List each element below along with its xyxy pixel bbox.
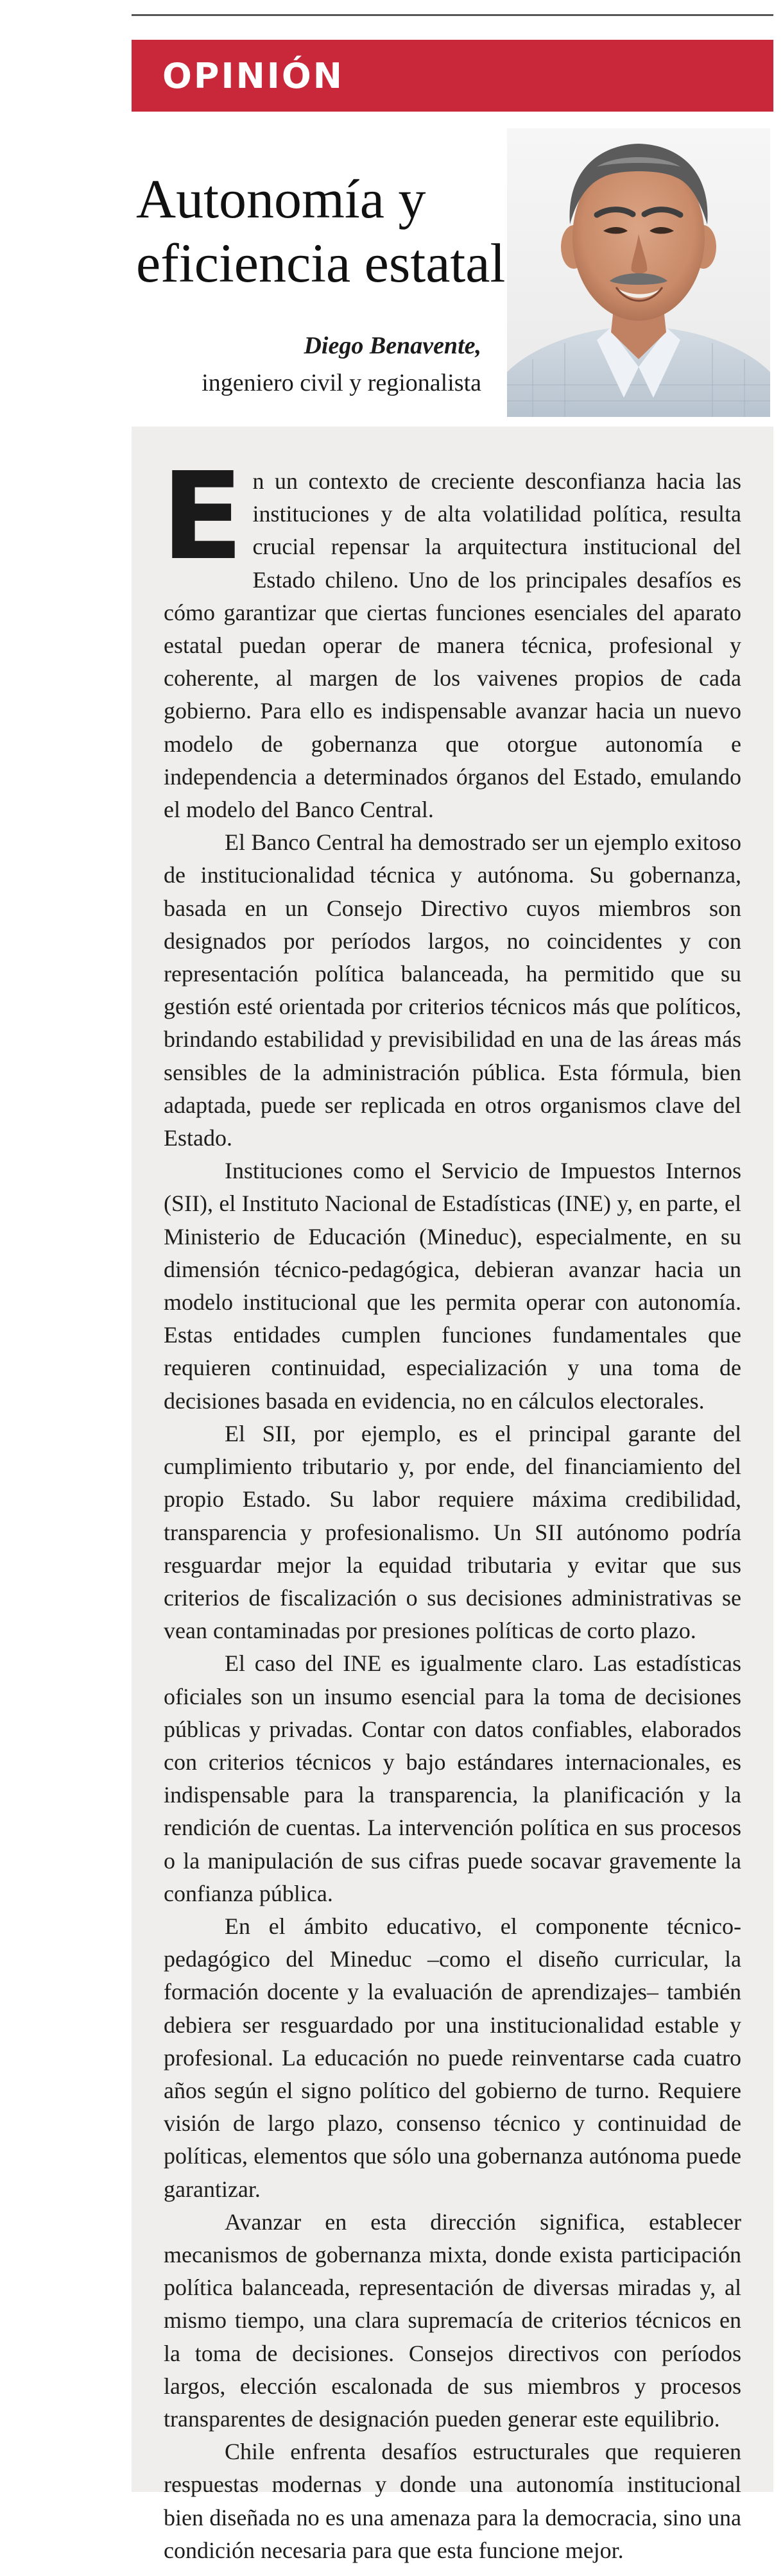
author-portrait-icon	[507, 128, 770, 417]
article-paragraph: El SII, por ejemplo, es el principal garante del cumplimiento tributario y, por ende, del financiamiento del propio Estado. Su labor requiere máxima credibilidad, transparencia y profesionalismo. Un SII autónomo podría resguardar mejor la equidad tributaria y evitar que sus criterios de fiscalización o sus decisiones administrativas se vean contaminadas por presiones políticas de corto plazo.	[164, 1420, 741, 1644]
author-photo	[507, 128, 770, 417]
article-paragraph: Avanzar en esta dirección significa, establecer mecanismos de gobernanza mixta, donde exista participación política balanceada, representación de diversas miradas y, al mismo tiempo, una clara supremacía de criterios técnicos en la toma de decisiones. Consejos directivos con períodos largos, elección escalonada de sus miembros y procesos transparentes de designación pueden generar este equilibrio.	[164, 2208, 741, 2432]
top-rule	[132, 14, 773, 16]
headline: Autonomía y eficiencia estatal	[136, 168, 506, 294]
article-paragraph: Chile enfrenta desafíos estructurales que requieren respuestas modernas y donde una autonomía institucional bien diseñada no es una amenaza para la democracia, sino una condición necesaria para que esta funcione mejor.	[164, 2439, 741, 2563]
article-paragraph: Instituciones como el Servicio de Impuestos Internos (SII), el Instituto Nacional de Estadísticas (INE) y, en parte, el Ministerio de Educación (Mineduc), especialmente, en su dimensión técnico-pedagógica, debieran avanzar hacia un modelo institucional que les permita operar con autonomía. Estas entidades cumplen funciones fundamentales que requieren continuidad, especialización y una toma de decisiones basada en evidencia, no en cálculos electorales.	[164, 1158, 741, 1414]
lead-text: n un contexto de creciente desconfianza hacia las instituciones y de alta volatilidad política, resulta crucial repensar la arquitectura institucional del Estado chileno. Uno de los principales desafíos es cómo garantizar que ciertas funciones esenciales del aparato estatal puedan operar de manera técnica, profesional y coherente, al margen de los vaivenes propios de cada gobierno. Para ello es indispensable avanzar hacia un nuevo modelo de gobernanza que otorgue autonomía e independencia a determinados órganos del Estado, emulando el modelo del Banco Central.	[164, 468, 741, 823]
author-role: ingeniero civil y regionalista	[202, 369, 481, 396]
article-paragraph: El Banco Central ha demostrado ser un ejemplo exitoso de institucionalidad técnica y autónoma. Su gobernanza, basada en un Consejo Directivo cuyos miembros son designados por períodos largos, no coincidentes y con representación política balanceada, ha permitido que su gestión esté orientada por criterios técnicos más que políticos, brindando estabilidad y previsibilidad en una de las áreas más sensibles de la administración pública. Esta fórmula, bien adaptada, puede ser replicada en otros organismos clave del Estado.	[164, 829, 741, 1151]
section-label: OPINIÓN	[162, 55, 344, 96]
section-banner	[132, 40, 773, 112]
drop-cap: E	[161, 446, 244, 587]
article-paragraph: El caso del INE es igualmente claro. Las estadísticas oficiales son un insumo esencial para la toma de decisiones públicas y privadas. Contar con datos confiables, elaborados con criterios técnicos y bajo estándares internacionales, es indispensable para la transparencia, la planificación y la rendición de cuentas. La intervención política en sus procesos o la manipulación de sus cifras puede socavar gravemente la confianza pública.	[164, 1650, 741, 1906]
author-name: Diego Benavente,	[304, 332, 481, 359]
byline	[202, 327, 481, 402]
article-paragraph	[161, 446, 741, 826]
article-body	[132, 427, 773, 2563]
article-paragraph: En el ámbito educativo, el componente técnico-pedagógico del Mineduc –como el diseño curricular, la formación docente y la evaluación de aprendizajes– también debiera ser resguardado por una institucionalidad estable y profesional. La educación no puede reinventarse cada cuatro años según el signo político del gobierno de turno. Requiere visión de largo plazo, consenso técnico y continuidad de políticas, elementos que sólo una gobernanza autónoma puede garantizar.	[164, 1913, 741, 2202]
